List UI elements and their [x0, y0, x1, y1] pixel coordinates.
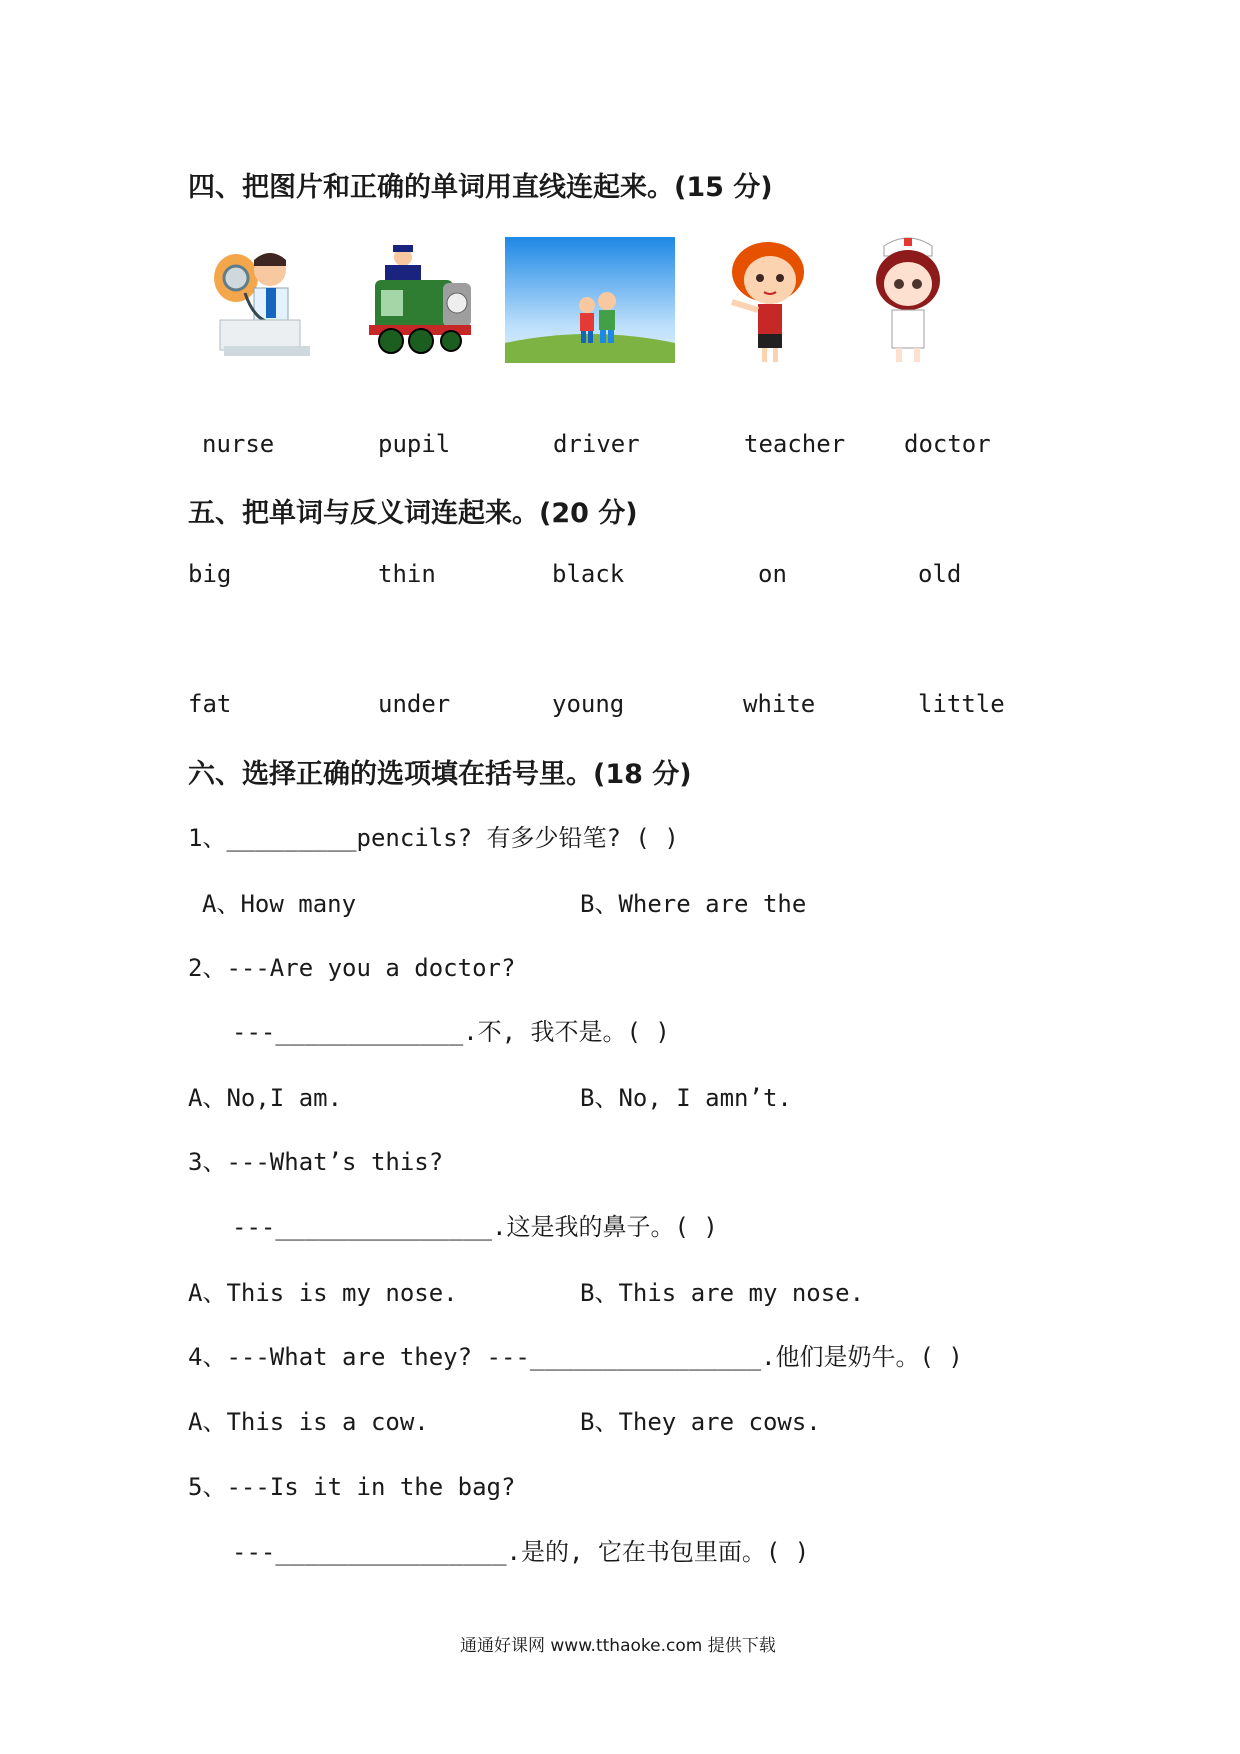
word-doctor: doctor	[904, 430, 991, 458]
word-young: young	[552, 690, 625, 718]
question-1: 1、_________pencils? 有多少铅笔? ( )	[188, 824, 679, 852]
section6-heading: 六、选择正确的选项填在括号里。(18 分)	[188, 759, 692, 790]
doctor-icon	[200, 238, 320, 363]
q1-option-a: A、How many	[202, 890, 357, 918]
word-old: old	[918, 560, 962, 588]
q4-option-a: A、This is a cow.	[188, 1408, 429, 1436]
question-4: 4、---What are they? ---________________.他们是奶牛。( )	[188, 1343, 963, 1371]
q1-option-b: B、Where are the	[580, 890, 807, 918]
section5-heading: 五、把单词与反义词连起来。(20 分)	[188, 498, 638, 529]
word-teacher: teacher	[744, 430, 846, 458]
q2-answer-line: ---_____________.不, 我不是。( )	[232, 1018, 670, 1046]
word-under: under	[378, 690, 451, 718]
question-5: 5、---Is it in the bag?	[188, 1473, 516, 1501]
word-nurse: nurse	[202, 430, 275, 458]
word-thin: thin	[378, 560, 436, 588]
word-little: little	[918, 690, 1005, 718]
q2-option-b: B、No, I amn’t.	[580, 1084, 792, 1112]
section4-heading: 四、把图片和正确的单词用直线连起来。(15 分)	[188, 172, 773, 203]
word-white: white	[743, 690, 816, 718]
word-driver: driver	[553, 430, 640, 458]
nurse-icon	[862, 232, 957, 364]
teacher-icon	[720, 240, 820, 365]
q4-option-b: B、They are cows.	[580, 1408, 821, 1436]
footer-text: 通通好课网 www.tthaoke.com 提供下载	[460, 1636, 776, 1656]
q3-answer-line: ---_______________.这是我的鼻子。( )	[232, 1213, 718, 1241]
train-driver-icon	[355, 245, 480, 360]
word-black: black	[552, 560, 625, 588]
word-on: on	[758, 560, 787, 588]
word-big: big	[188, 560, 232, 588]
q3-option-a: A、This is my nose.	[188, 1279, 458, 1307]
q5-answer-line: ---________________.是的, 它在书包里面。( )	[232, 1538, 810, 1566]
question-3: 3、---What’s this?	[188, 1148, 444, 1176]
question-2: 2、---Are you a doctor?	[188, 954, 516, 982]
pupils-icon	[505, 237, 675, 363]
word-fat: fat	[188, 690, 232, 718]
q2-option-a: A、No,I am.	[188, 1084, 343, 1112]
word-pupil: pupil	[378, 430, 451, 458]
q3-option-b: B、This are my nose.	[580, 1279, 865, 1307]
